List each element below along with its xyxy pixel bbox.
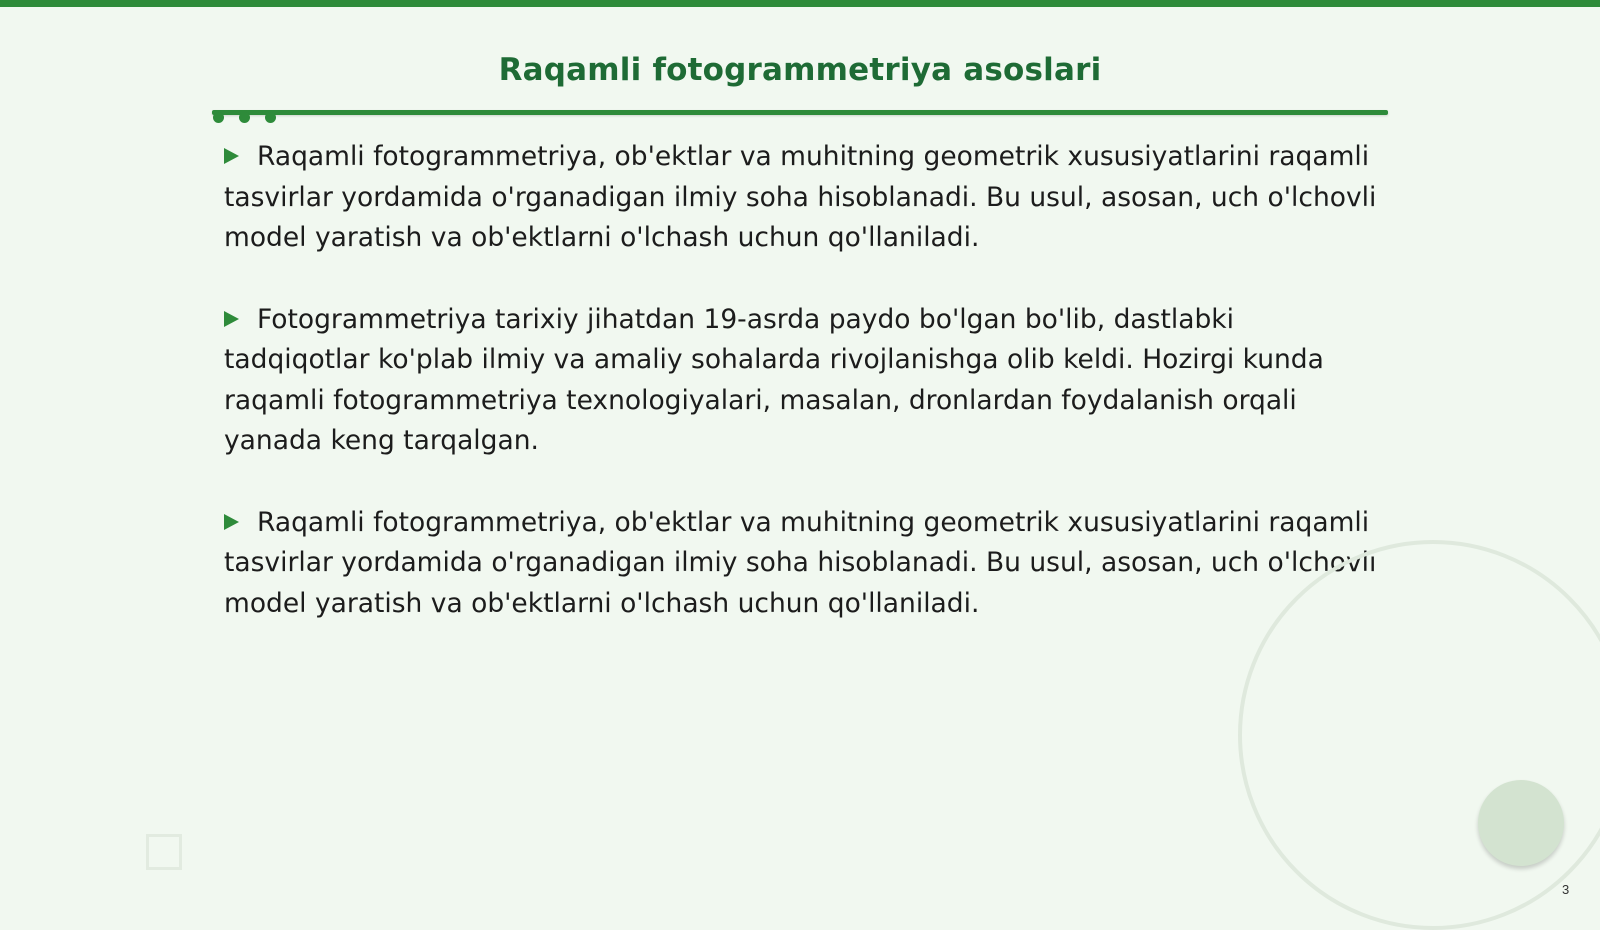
bullet-paragraph: [224, 503, 1384, 625]
triangle-bullet-icon: [224, 148, 239, 164]
decorative-circle-filled: [1478, 780, 1564, 866]
top-accent-bar: [0, 0, 1600, 7]
paragraph-text: Raqamli fotogrammetriya, ob'ektlar va muhitning geometrik xususiyatlarini raqamli tasvirlar yordamida o'rganadigan ilmiy soha hisoblanadi. Bu usul, asosan, uch o'lchovli model yaratish va ob'ektlarni o'lchash uchun qo'llaniladi.: [224, 141, 1377, 253]
decorative-dot: [265, 112, 276, 123]
page-number: 3: [1562, 882, 1570, 897]
decorative-dot: [239, 112, 250, 123]
triangle-bullet-icon: [224, 514, 239, 530]
slide-content: [224, 137, 1384, 665]
triangle-bullet-icon: [224, 311, 239, 327]
slide-title: Raqamli fotogrammetriya asoslari: [498, 52, 1102, 88]
decorative-circle-outline: [1238, 540, 1600, 930]
paragraph-text: Raqamli fotogrammetriya, ob'ektlar va muhitning geometrik xususiyatlarini raqamli tasvirlar yordamida o'rganadigan ilmiy soha hisoblanadi. Bu usul, asosan, uch o'lchovli model yaratish va ob'ektlarni o'lchash uchun qo'llaniladi.: [224, 506, 1377, 619]
title-underline: [212, 110, 1388, 115]
decorative-dot: [213, 112, 224, 123]
paragraph-text: Fotogrammetriya tarixiy jihatdan 19-asrda paydo bo'lgan bo'lib, dastlabki tadqiqotlar ko'plab ilmiy va amaliy sohalarda rivojlanishga olib keldi. Hozirgi kunda raqamli fotogrammetriya texnologiyalari, masalan, dronlardan foydalanish orqali yanada keng tarqalgan.: [224, 303, 1324, 456]
decorative-square-outline: [146, 834, 182, 870]
bullet-paragraph: [224, 137, 1384, 259]
bullet-paragraph: [224, 300, 1384, 462]
